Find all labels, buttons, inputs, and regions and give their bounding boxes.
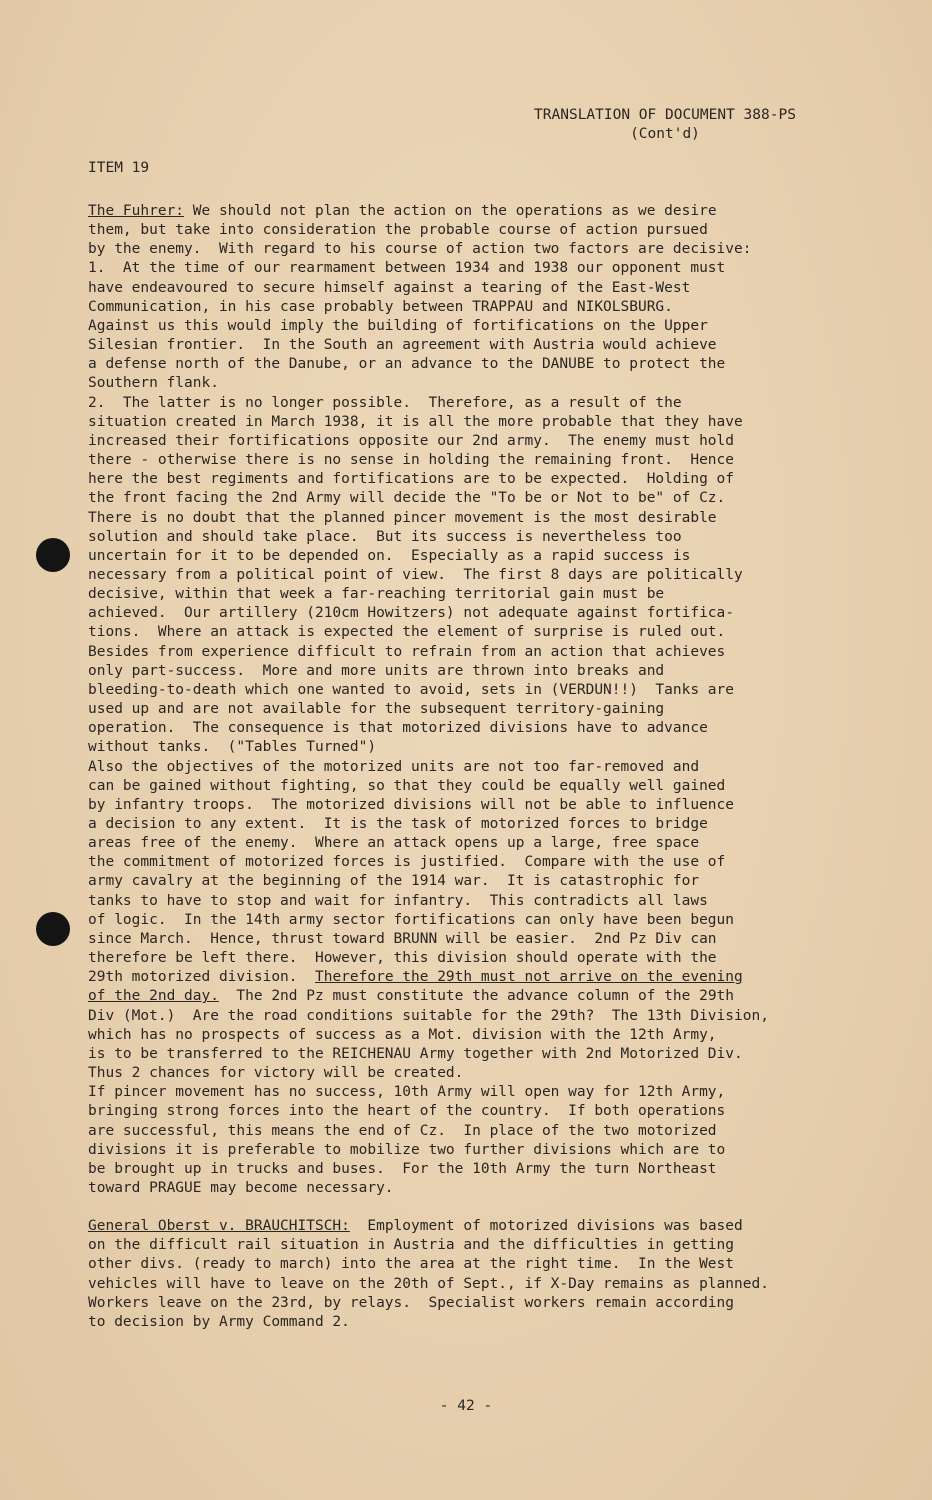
text-line: army cavalry at the beginning of the 1914 war. It is catastrophic for (88, 873, 700, 890)
para2-lines (88, 1236, 848, 1332)
para1-line-2nd-day (88, 987, 848, 1006)
text-line: Silesian frontier. In the South an agreement with Austria would achieve (88, 337, 717, 354)
text-line: Against us this would imply the building of fortifications on the Upper (88, 317, 708, 334)
text-line: a decision to any extent. It is the task of motorized forces to bridge (88, 816, 708, 832)
text-line: by the enemy. With regard to his course of action two factors are decisive: (88, 241, 752, 258)
para1-line-29th (88, 968, 848, 987)
text-line: the commitment of motorized forces is justified. Compare with the use of (88, 854, 726, 871)
text-line: vehicles will have to leave on the 20th of Sept., if X-Day remains as planned. (88, 1275, 769, 1292)
text-line: by infantry troops. The motorized divisions will not be able to influence (88, 796, 735, 813)
text-line: Also the objectives of the motorized units are not too far-removed and (88, 758, 700, 775)
text-line: is to be transferred to the REICHENAU Army together with 2nd Motorized Div. (88, 1045, 743, 1062)
text-line: other divs. (ready to march) into the area at the right time. In the West (88, 1256, 735, 1273)
text-line: have endeavoured to secure himself against a tearing of the East-West (88, 279, 691, 296)
text-line: on the difficult rail situation in Austria and the difficulties in getting (88, 1237, 735, 1254)
text-line: 1. At the time of our rearmament between 1934 and 1938 our opponent must (88, 260, 726, 277)
line-2nd-day-underlined: of the 2nd day. (88, 988, 219, 1005)
text-line: tanks to have to stop and wait for infantry. This contradicts all laws (88, 892, 708, 909)
line-29th-text: 29th motorized division. (88, 969, 315, 986)
text-line: bleeding-to-death which one wanted to avoid, sets in (VERDUN!!) Tanks are (88, 681, 735, 698)
text-line: Besides from experience difficult to refrain from an action that achieves (88, 643, 726, 660)
text-line: which has no prospects of success as a Mot. division with the 12th Army, (88, 1026, 717, 1043)
text-line: since March. Hence, thrust toward BRUNN will be easier. 2nd Pz Div can (88, 930, 717, 947)
text-line: toward PRAGUE may become necessary. (88, 1179, 394, 1196)
speaker-fuhrer: The Fuhrer: (88, 203, 185, 219)
header-title: TRANSLATION OF DOCUMENT 388-PS (534, 107, 796, 123)
text-line: be brought up in trucks and buses. For the 10th Army the turn Northeast (88, 1160, 717, 1177)
line-29th-underlined: Therefore the 29th must not arrive on the evening (314, 969, 743, 986)
page-number: - 42 - (439, 1398, 493, 1414)
text-line: solution and should take place. But its success is nevertheless too (88, 528, 682, 545)
text-line: achieved. Our artillery (210cm Howitzers) not adequate against fortifica- (88, 605, 735, 622)
text-line: them, but take into consideration the probable course of action pursued (88, 222, 708, 239)
text-line: of logic. In the 14th army sector fortifications can only have been begun (88, 911, 735, 928)
text-line: uncertain for it to be depended on. Especially as a rapid success is (88, 547, 691, 564)
text-line: Southern flank. (88, 375, 219, 392)
header-continued: (Cont'd) (630, 126, 700, 142)
text-line: necessary from a political point of view. The first 8 days are politically (88, 566, 743, 583)
text-line: only part-success. More and more units are thrown into breaks and (88, 662, 665, 679)
text-line: bringing strong forces into the heart of the country. If both operations (88, 1103, 726, 1120)
text-line: Communication, in his case probably between TRAPPAU and NIKOLSBURG. (88, 298, 673, 315)
punch-hole-lower (36, 912, 70, 946)
text-line: a defense north of the Danube, or an advance to the DANUBE to protect the (88, 356, 726, 373)
text-line: Workers leave on the 23rd, by relays. Specialist workers remain according (88, 1294, 735, 1311)
text-line: divisions it is preferable to mobilize two further divisions which are to (88, 1141, 726, 1158)
text-line: therefore be left there. However, this division should operate with the (88, 950, 717, 967)
document-body (88, 202, 848, 1332)
speaker-brauchitsch: General Oberst v. BRAUCHITSCH: (88, 1218, 350, 1235)
punch-hole-upper (36, 538, 70, 572)
text-line: there - otherwise there is no sense in holding the remaining front. Hence (88, 452, 735, 469)
item-label: ITEM 19 (88, 160, 150, 176)
text-line: are successful, this means the end of Cz. In place of the two motorized (88, 1122, 717, 1139)
para1-lines-after (88, 1007, 848, 1199)
para1-first-line (88, 202, 848, 221)
para1-first-line-text: We should not plan the action on the operations as we desire (184, 203, 717, 219)
text-line: can be gained without fighting, so that they could be equally well gained (88, 777, 726, 794)
text-line: to decision by Army Command 2. (88, 1313, 350, 1330)
text-line: areas free of the enemy. Where an attack opens up a large, free space (88, 835, 700, 852)
text-line: situation created in March 1938, it is all the more probable that they have (88, 413, 743, 430)
text-line: Div (Mot.) Are the road conditions suitable for the 29th? The 13th Division, (88, 1007, 769, 1024)
para1-lines (88, 221, 848, 968)
text-line: without tanks. ("Tables Turned") (88, 739, 377, 756)
text-line: used up and are not available for the subsequent territory-gaining (88, 701, 665, 718)
paragraph-gap (88, 1198, 848, 1217)
text-line: Thus 2 chances for victory will be created. (88, 1065, 464, 1082)
text-line: operation. The consequence is that motorized divisions have to advance (88, 720, 708, 737)
line-2nd-day-text: The 2nd Pz must constitute the advance column of the 29th (218, 988, 735, 1005)
text-line: There is no doubt that the planned pincer movement is the most desirable (88, 509, 717, 526)
document-header (500, 106, 830, 144)
text-line: the front facing the 2nd Army will decide the "To be or Not to be" of Cz. (88, 490, 726, 507)
para2-first-line (88, 1217, 848, 1236)
text-line: increased their fortifications opposite our 2nd army. The enemy must hold (88, 432, 735, 449)
para2-first-line-text: Employment of motorized divisions was based (349, 1218, 743, 1235)
text-line: tions. Where an attack is expected the element of surprise is ruled out. (88, 624, 726, 641)
text-line: If pincer movement has no success, 10th Army will open way for 12th Army, (88, 1084, 726, 1101)
text-line: decisive, within that week a far-reaching territorial gain must be (88, 586, 665, 603)
text-line: 2. The latter is no longer possible. Therefore, as a result of the (88, 394, 682, 411)
text-line: here the best regiments and fortifications are to be expected. Holding of (88, 471, 735, 488)
